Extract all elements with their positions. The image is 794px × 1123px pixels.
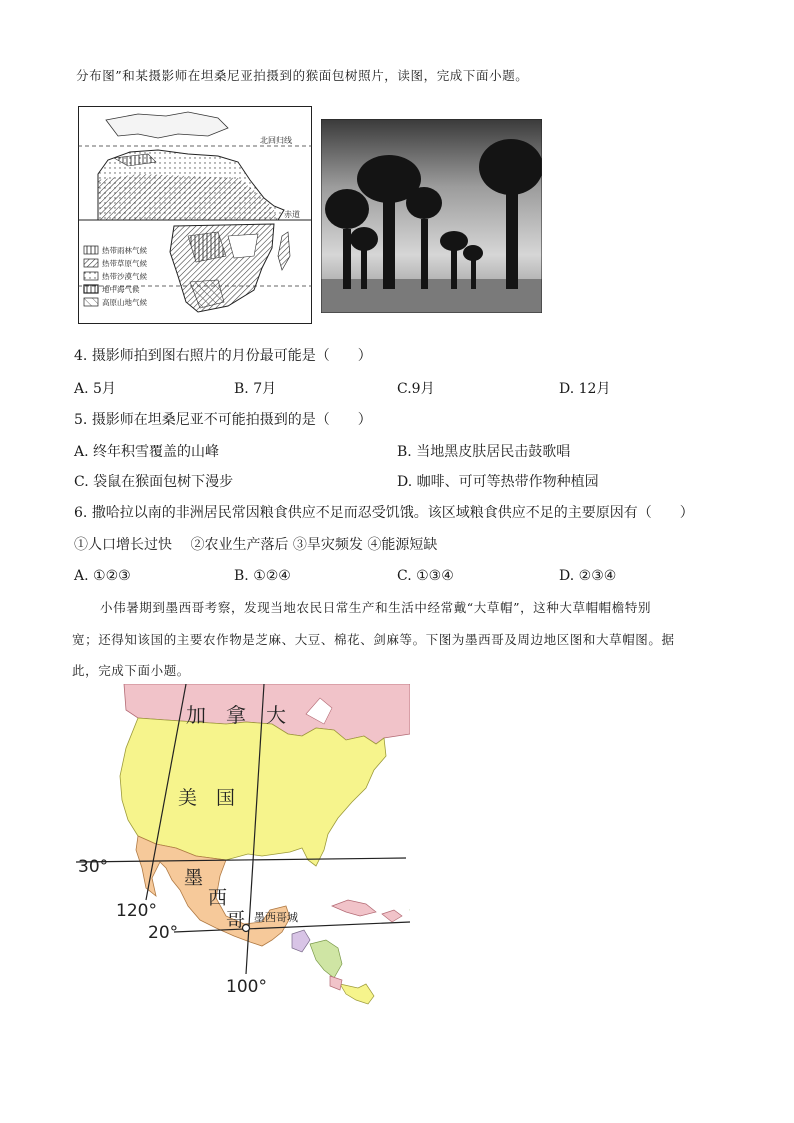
country-label-canada: 加 拿 大 xyxy=(186,703,286,727)
country-label-mexico: 西 xyxy=(208,887,228,909)
option-text: 12月 xyxy=(578,381,611,397)
question-stem: 撒哈拉以南的非洲居民常因粮食供应不足而忍受饥饿。该区域粮食供应不足的主要原因有（ ） xyxy=(91,505,694,521)
option-text: ①②③ xyxy=(93,568,131,584)
legend-label: 热带雨林气候 xyxy=(102,246,147,255)
question-5 xyxy=(74,410,372,430)
option-letter: D. xyxy=(559,568,575,584)
intro-text: 分布图”和某摄影师在坦桑尼亚拍摄到的猴面包树照片，读图，完成下面小题。 xyxy=(76,68,529,83)
equator-label: 赤道 xyxy=(284,210,300,219)
option-text: 9月 xyxy=(411,381,435,397)
legend-label: 高原山地气候 xyxy=(102,298,147,307)
country-label-usa: 美 国 xyxy=(178,787,236,809)
option-letter: C. xyxy=(74,474,89,490)
question-stem: 摄影师在坦桑尼亚不可能拍摄到的是（ ） xyxy=(91,412,372,428)
country-label-mexico: 哥 xyxy=(226,909,246,931)
option-d[interactable] xyxy=(559,566,616,586)
africa-climate-map xyxy=(78,106,312,324)
central-america-region xyxy=(292,930,310,952)
option-a[interactable] xyxy=(74,442,219,462)
question-6 xyxy=(74,503,694,523)
tropic-label: 北回归线 xyxy=(260,136,292,145)
latitude-30-line xyxy=(76,858,406,862)
option-letter: C. xyxy=(397,568,412,584)
option-d[interactable] xyxy=(559,379,610,399)
option-b[interactable] xyxy=(234,566,291,586)
option-c[interactable] xyxy=(74,472,233,492)
option-text: 咖啡、可可等热带作物种植园 xyxy=(416,474,599,490)
baobab-photo xyxy=(321,119,542,313)
lat-20-label: 20° xyxy=(148,923,179,943)
lon-120-label: 120° xyxy=(116,901,157,921)
option-b[interactable] xyxy=(234,379,276,399)
legend-label: 热带沙漠气候 xyxy=(102,272,147,281)
question-number: 6. xyxy=(74,505,88,521)
lat-30-label: 30° xyxy=(78,857,109,877)
option-a[interactable] xyxy=(74,566,131,586)
option-text: ①②④ xyxy=(253,568,291,584)
lon-100-label: 100° xyxy=(226,977,267,997)
option-letter: A. xyxy=(74,381,89,397)
mexico-region-map xyxy=(76,684,410,1018)
option-text: 7月 xyxy=(253,381,277,397)
option-letter: A. xyxy=(74,568,89,584)
question-number: 5. xyxy=(74,412,88,428)
caribbean-island xyxy=(382,910,402,922)
option-text: ①③④ xyxy=(416,568,454,584)
option-letter: A. xyxy=(74,444,89,460)
option-letter: D. xyxy=(397,474,413,490)
option-text: 终年积雪覆盖的山峰 xyxy=(93,444,220,460)
question-6-statements: ①人口增长过快 ②农业生产落后 ③旱灾频发 ④能源短缺 xyxy=(74,537,438,553)
passage-line: 小伟暑期到墨西哥考察，发现当地农民日常生产和生活中经常戴“大草帽”，这种大草帽帽檐特别 xyxy=(100,600,652,615)
legend-label: 地中海气候 xyxy=(102,285,140,294)
option-text: ②③④ xyxy=(578,568,617,584)
option-letter: B. xyxy=(397,444,412,460)
legend-label: 热带草原气候 xyxy=(102,259,147,268)
central-america-region xyxy=(310,940,342,978)
option-text: 袋鼠在猴面包树下漫步 xyxy=(93,474,234,490)
question-4 xyxy=(74,346,372,366)
option-text: 5月 xyxy=(93,381,116,397)
option-letter: B. xyxy=(234,381,249,397)
option-letter: C. xyxy=(397,381,412,397)
usa-region xyxy=(120,718,386,866)
option-b[interactable] xyxy=(397,442,570,462)
central-america-region xyxy=(340,984,374,1004)
passage-line: 宽；还得知该国的主要农作物是芝麻、大豆、棉花、剑麻等。下图为墨西哥及周边地区图和大草帽图。据 xyxy=(72,632,675,647)
option-d[interactable] xyxy=(397,472,599,492)
option-c[interactable] xyxy=(397,566,454,586)
option-letter: D. xyxy=(559,381,575,397)
passage-line: 此，完成下面小题。 xyxy=(72,663,190,678)
question-stem: 摄影师拍到图右照片的月份最可能是（ ） xyxy=(91,348,372,364)
city-label: 墨西哥城 xyxy=(254,911,298,924)
option-a[interactable] xyxy=(74,379,116,399)
option-letter: B. xyxy=(234,568,249,584)
option-text: 当地黑皮肤居民击鼓歌唱 xyxy=(416,444,571,460)
climate-legend xyxy=(84,245,147,307)
question-number: 4. xyxy=(74,348,88,364)
caribbean-island xyxy=(332,900,376,916)
country-label-mexico: 墨 xyxy=(184,867,204,889)
option-c[interactable] xyxy=(397,379,435,399)
